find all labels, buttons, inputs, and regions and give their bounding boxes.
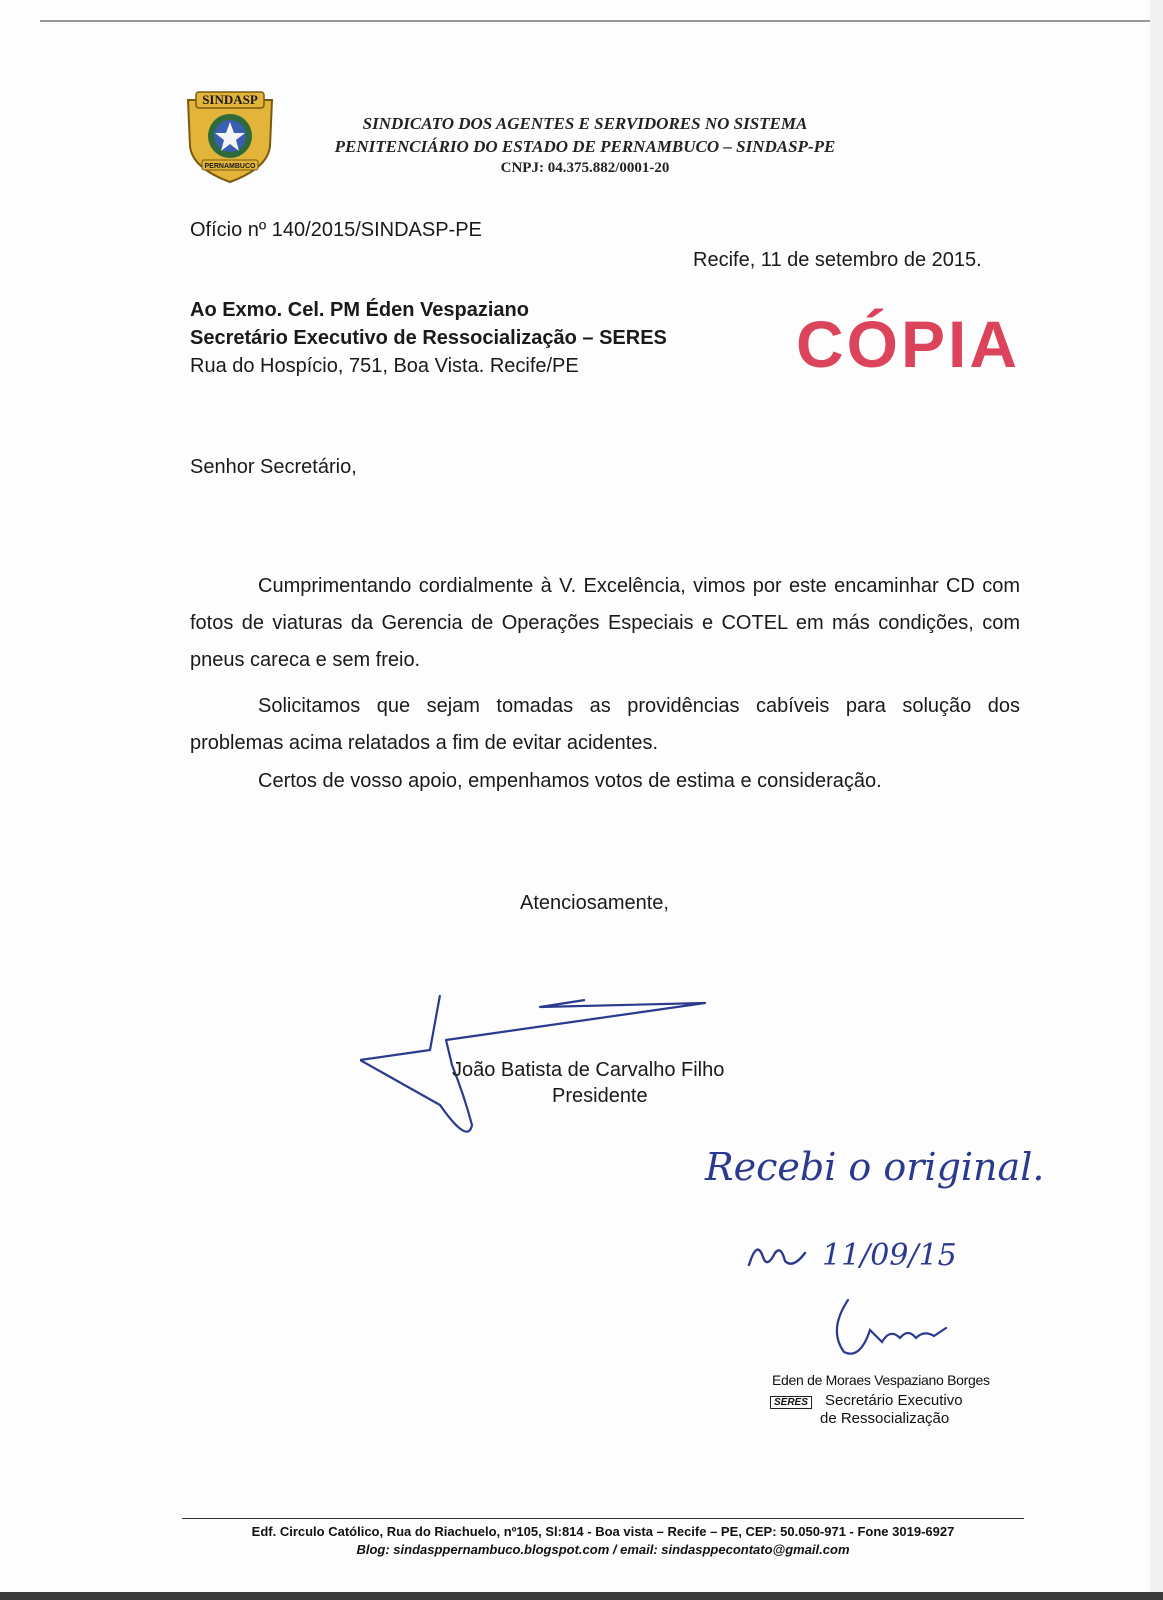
place-date: Recife, 11 de setembro de 2015. — [693, 249, 982, 271]
closing: Atenciosamente, — [520, 892, 669, 914]
logo-top-text: SINDASP — [202, 92, 258, 107]
handwritten-receipt-date: 11/09/15 — [822, 1238, 957, 1273]
footer-contact: Blog: sindasppernambuco.blogspot.com / email: sindasppecontato@gmail.com — [356, 1542, 850, 1557]
footer-address: Edf. Circulo Católico, Rua do Riachuelo, nº105, Sl:814 - Boa vista – Recife – PE, CEP: 50.050-971 - Fone 3019-6927 — [251, 1524, 955, 1539]
receiver-title-1: Secretário Executivo — [825, 1392, 963, 1409]
logo-bottom-text: PERNAMBUCO — [204, 163, 256, 170]
salutation: Senhor Secretário, — [190, 456, 357, 478]
receipt-initials — [745, 1235, 815, 1275]
handwritten-receipt-note: Recebi o original. — [705, 1145, 1045, 1189]
receiver-name: Eden de Moraes Vespaziano Borges — [772, 1372, 990, 1388]
signer-name: João Batista de Carvalho Filho — [452, 1059, 725, 1081]
scan-top-edge — [40, 20, 1163, 22]
body-paragraph-1: Cumprimentando cordialmente à V. Excelência, vimos por este encaminhar CD com fotos de viaturas da Gerencia de Operações Especiais e COTEL em más condições, com pneus careca e sem freio. — [190, 575, 1020, 671]
signer-title: Presidente — [552, 1085, 648, 1107]
receiver-title-2: de Ressocialização — [820, 1410, 950, 1427]
seres-seal: SERES — [770, 1396, 812, 1409]
body-paragraph-3: Certos de vosso apoio, empenhamos votos de estima e consideração. — [258, 770, 882, 792]
footer-divider — [182, 1518, 1024, 1519]
receiver-signature — [830, 1290, 960, 1370]
recipient-title: Secretário Executivo de Ressocialização – SERES — [190, 327, 667, 349]
body-paragraph-2: Solicitamos que sejam tomadas as providências cabíveis para solução dos problemas acima relatados a fim de evitar acidentes. — [190, 695, 1020, 754]
org-name-line1: SINDICATO DOS AGENTES E SERVIDORES NO SISTEMA — [362, 114, 808, 133]
scan-bottom-edge — [0, 1592, 1163, 1600]
org-name-line2: PENITENCIÁRIO DO ESTADO DE PERNAMBUCO – SINDASP-PE — [334, 137, 836, 156]
sindasp-logo — [180, 86, 280, 186]
copy-stamp: CÓPIA — [796, 307, 1021, 381]
org-cnpj: CNPJ: 04.375.882/0001-20 — [500, 160, 670, 176]
letter-reference: Ofício nº 140/2015/SINDASP-PE — [190, 219, 482, 241]
recipient-address: Rua do Hospício, 751, Boa Vista. Recife/PE — [190, 355, 579, 377]
scan-right-edge — [1150, 0, 1163, 1600]
recipient-name: Ao Exmo. Cel. PM Éden Vespaziano — [190, 299, 529, 321]
